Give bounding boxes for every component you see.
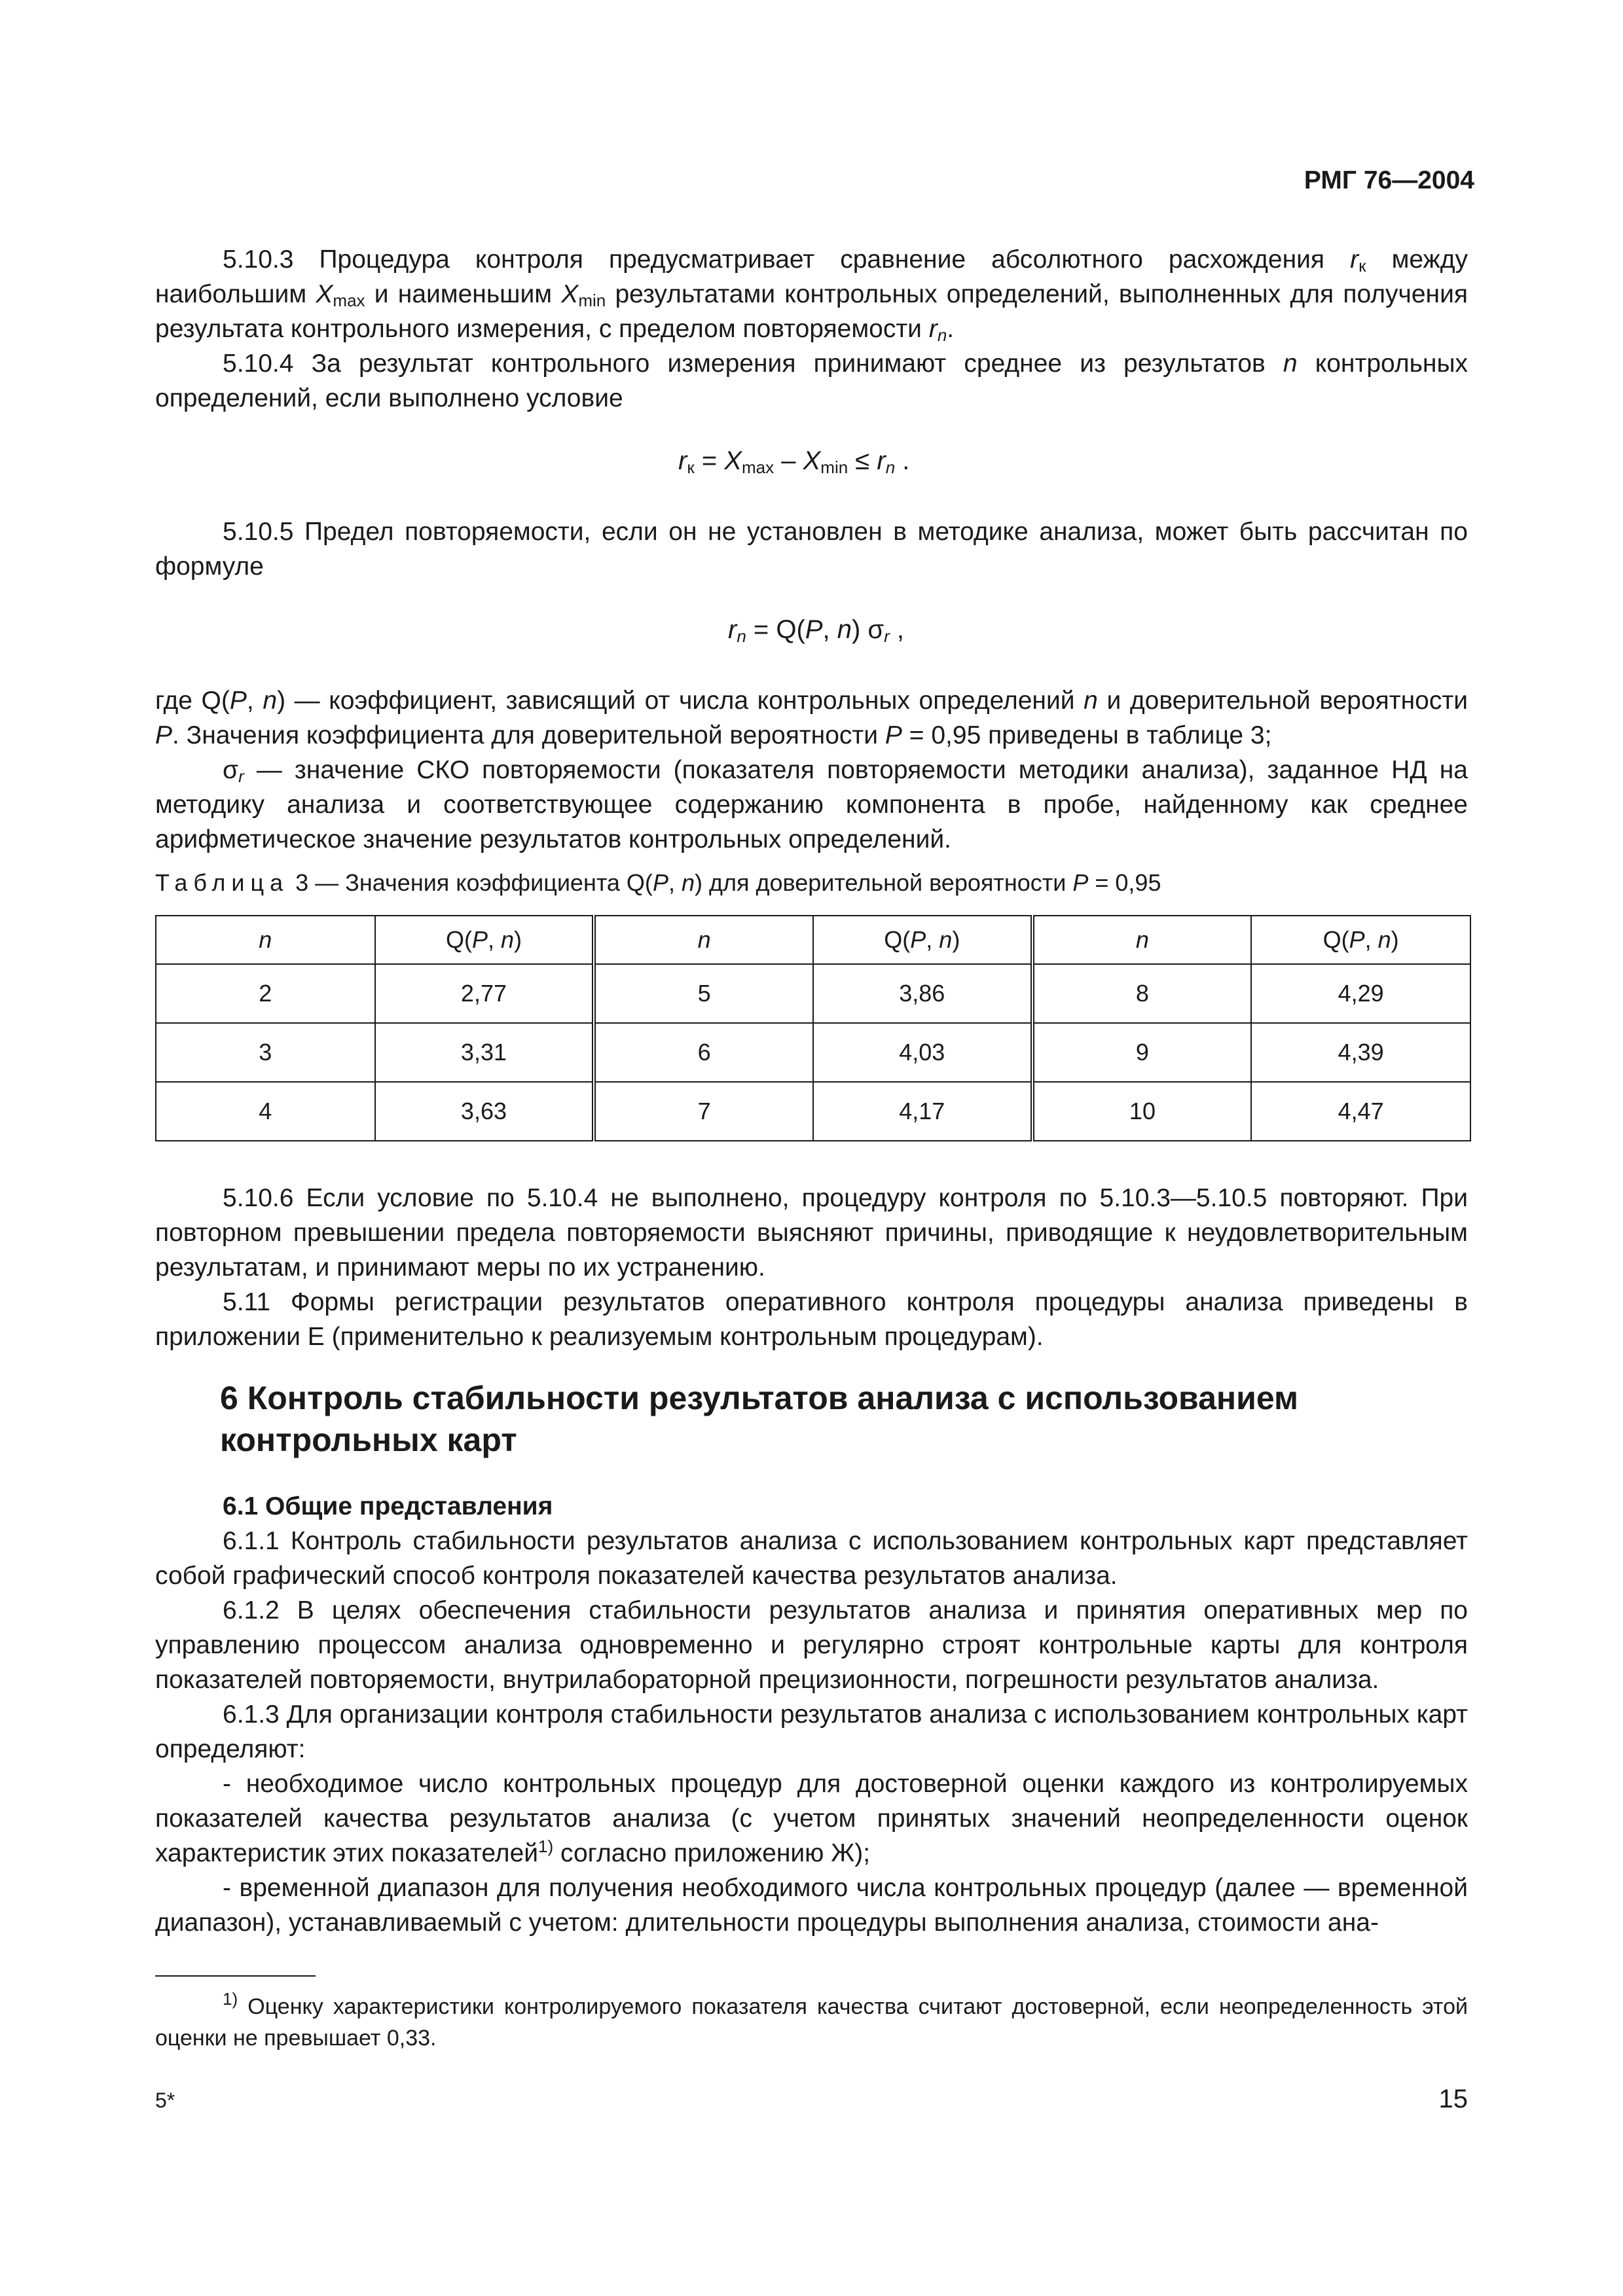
table-cell: 10 bbox=[1032, 1082, 1252, 1141]
text-run: 5.10.3 Процедура контроля предусматривает сравнение абсолютного расхождения bbox=[223, 245, 1351, 274]
f-sub: max bbox=[741, 457, 775, 477]
symbol-rn: r bbox=[928, 315, 938, 343]
table-cell: 4,39 bbox=[1251, 1023, 1470, 1082]
paragraph-sigma bbox=[155, 753, 1468, 857]
paragraph-6-1-2: 6.1.2 В целях обеспечения стабильности результатов анализа и принятия оперативных мер по управлению процессом анализа одновременно и регулярно строят контрольные карты для контроля показателей повторяемости, внутрилабораторной прецизионности, погрешности результатов анализа. bbox=[155, 1596, 1468, 1694]
table-cell: 5 bbox=[594, 964, 813, 1023]
f-sub: n bbox=[737, 626, 746, 646]
f-minus: – bbox=[774, 446, 803, 475]
symbol-xmax: X bbox=[316, 280, 333, 308]
table-cell: 4,17 bbox=[813, 1082, 1032, 1141]
f-eq: = Q( bbox=[746, 615, 805, 644]
subscript: к bbox=[1359, 256, 1366, 276]
symbol-n: n bbox=[1283, 350, 1298, 378]
caption-text: , bbox=[668, 869, 682, 896]
f-p: P bbox=[805, 615, 823, 644]
text-run: - необходимое число контрольных процедур для достоверной оценки каждого из контролируемых показателей качества результатов анализа (с учетом принятых значений неопределенности оценок характеристик этих показателей bbox=[155, 1770, 1468, 1867]
header-cell: Q(P, n) bbox=[1251, 916, 1470, 964]
symbol-n: n bbox=[263, 687, 278, 715]
text-run: 5.10.4 За результат контрольного измерения принимают среднее из результатов bbox=[223, 350, 1283, 378]
table-row bbox=[156, 1082, 1470, 1141]
list-item: - временной диапазон для получения необходимого числа контрольных процедур (далее — временной диапазон), устанавливаемый с учетом: длительности процедуры выполнения анализа, стоимости ана- bbox=[155, 1874, 1468, 1937]
table-cell: 3,31 bbox=[375, 1023, 594, 1082]
section-5-10-5 bbox=[155, 514, 1468, 584]
symbol-p: P bbox=[884, 721, 902, 749]
section-5-10-6 bbox=[155, 1181, 1468, 1354]
f-end: , bbox=[889, 615, 905, 644]
text-run: где Q( bbox=[155, 687, 230, 715]
text-run: = 0,95 приведены в таблице 3; bbox=[902, 721, 1272, 749]
header-cell: Q(P, n) bbox=[375, 916, 594, 964]
footnote-divider bbox=[155, 1975, 316, 1977]
caption-word: Таблица bbox=[155, 869, 289, 896]
f-sub: r bbox=[884, 626, 890, 646]
section-5-10-3 bbox=[155, 242, 1468, 416]
table-3-caption bbox=[155, 869, 1161, 897]
table-cell: 4,47 bbox=[1251, 1082, 1470, 1141]
symbol-rk: r bbox=[1350, 245, 1359, 274]
footnote bbox=[155, 1991, 1468, 2054]
page-number: 15 bbox=[1438, 2085, 1468, 2113]
table-cell: 7 bbox=[594, 1082, 813, 1141]
f-r: r bbox=[728, 615, 737, 644]
f-sub: к bbox=[687, 457, 695, 477]
text-run: Оценку характеристики контролируемого показателя качества считают достоверной, если неопределенность этой оценки не превышает 0,33. bbox=[155, 1994, 1468, 2051]
table-cell: 3,63 bbox=[375, 1082, 594, 1141]
table-header-row bbox=[156, 916, 1470, 964]
subsection-6-1-heading: 6.1 Общие представления bbox=[223, 1492, 553, 1520]
subscript: max bbox=[333, 291, 365, 310]
table-cell: 2,77 bbox=[375, 964, 594, 1023]
symbol-n: n bbox=[1084, 687, 1098, 715]
f-comma: , bbox=[822, 615, 837, 644]
header-cell: Q(P, n) bbox=[813, 916, 1032, 964]
footnote-text bbox=[155, 1991, 1468, 2054]
paragraph-5-11: 5.11 Формы регистрации результатов оперативного контроля процедуры анализа приведены в приложении Е (применительно к реализуемым контрольным процедурам). bbox=[155, 1288, 1468, 1351]
text-run: результатами контрольных определений, выполненных для получения результата контрольного измерения, с пределом повторяемости bbox=[155, 280, 1468, 343]
paragraph-5-10-5: 5.10.5 Предел повторяемости, если он не установлен в методике анализа, может быть рассчитан по формуле bbox=[155, 518, 1468, 581]
f-end: . bbox=[895, 446, 910, 475]
text-run: . bbox=[947, 315, 955, 343]
text-run: — значение СКО повторяемости (показателя повторяемости методики анализа), заданное НД на методику анализа и соответствующее содержанию компонента в пробе, найденному как среднее арифметическое значение результатов контрольных определений. bbox=[155, 756, 1468, 853]
header-cell: n bbox=[594, 916, 813, 964]
table-row bbox=[156, 1023, 1470, 1082]
list-item bbox=[155, 1767, 1468, 1871]
header-cell: n bbox=[1032, 916, 1252, 964]
caption-text: ) для доверительной вероятности bbox=[695, 869, 1073, 896]
table-cell: 3 bbox=[156, 1023, 375, 1082]
symbol-sigma: σ bbox=[223, 756, 239, 784]
text-run: , bbox=[246, 687, 263, 715]
f-sub: n bbox=[885, 457, 896, 477]
table-cell: 3,86 bbox=[813, 964, 1032, 1023]
sheet-signature: 5* bbox=[155, 2089, 175, 2112]
table-cell: 4,29 bbox=[1251, 964, 1470, 1023]
symbol-p: P bbox=[229, 687, 247, 715]
text-run: между наибольшим bbox=[155, 245, 1468, 308]
text-run: . Значения коэффициента для доверительной вероятности bbox=[172, 721, 885, 749]
table-cell: 2 bbox=[156, 964, 375, 1023]
caption-text: 3 — Значения коэффициента Q( bbox=[289, 869, 653, 896]
table-3 bbox=[155, 915, 1471, 1141]
symbol-p: P bbox=[155, 721, 173, 749]
formula-repeatability-condition bbox=[678, 446, 909, 476]
f-r: r bbox=[678, 446, 687, 475]
header-cell: n bbox=[156, 916, 375, 964]
text-run: контрольных определений, если выполнено условие bbox=[155, 350, 1468, 412]
f-x: X bbox=[803, 446, 821, 475]
caption-text: = 0,95 bbox=[1088, 869, 1161, 896]
paragraph-where bbox=[155, 683, 1468, 753]
f-close: ) σ bbox=[852, 615, 884, 644]
caption-symbol: P bbox=[652, 869, 668, 896]
paragraph-6-1-3: 6.1.3 Для организации контроля стабильности результатов анализа с использованием контрольных карт определяют: bbox=[155, 1700, 1468, 1763]
symbol-xmin: X bbox=[561, 280, 579, 308]
f-n: n bbox=[837, 615, 852, 644]
caption-symbol: P bbox=[1072, 869, 1089, 896]
table-row bbox=[156, 964, 1470, 1023]
table-cell: 8 bbox=[1032, 964, 1252, 1023]
formula-repeatability-limit bbox=[728, 615, 904, 645]
f-r: r bbox=[877, 446, 886, 475]
section-6-heading: 6 Контроль стабильности результатов анализа с использованием контрольных карт bbox=[220, 1380, 1298, 1458]
text-run: согласно приложению Ж); bbox=[553, 1839, 871, 1867]
table-cell: 9 bbox=[1032, 1023, 1252, 1082]
text-run: и доверительной вероятности bbox=[1097, 687, 1468, 715]
paragraph-5-10-6: 5.10.6 Если условие по 5.10.4 не выполнено, процедуру контроля по 5.10.3—5.10.5 повторяют. При повторном превышении предела повторяемости выясняют причины, приводящие к неудовлетворительным результатам, и принимают меры по их устранению. bbox=[155, 1184, 1468, 1282]
table-cell: 6 bbox=[594, 1023, 813, 1082]
section-6-1 bbox=[155, 1489, 1468, 1940]
footnote-ref: 1) bbox=[538, 1837, 554, 1856]
paragraph-6-1-1: 6.1.1 Контроль стабильности результатов анализа с использованием контрольных карт представляет собой графический способ контроля показателей качества результатов анализа. bbox=[155, 1527, 1468, 1590]
f-sub: min bbox=[820, 457, 848, 477]
f-le: ≤ bbox=[848, 446, 877, 475]
document-id-header: РМГ 76—2004 bbox=[1304, 166, 1474, 194]
subscript: min bbox=[578, 291, 606, 310]
subscript: r bbox=[238, 766, 244, 786]
subscript: n bbox=[937, 325, 947, 345]
paragraph-5-10-4 bbox=[155, 346, 1468, 416]
f-eq: = bbox=[694, 446, 725, 475]
f-x: X bbox=[724, 446, 742, 475]
footnote-mark: 1) bbox=[223, 1989, 238, 2009]
text-run: ) — коэффициент, зависящий от числа контрольных определений bbox=[277, 687, 1084, 715]
text-run: и наименьшим bbox=[365, 280, 562, 308]
table-cell: 4 bbox=[156, 1082, 375, 1141]
section-definitions bbox=[155, 683, 1468, 857]
table-cell: 4,03 bbox=[813, 1023, 1032, 1082]
caption-symbol: n bbox=[681, 869, 695, 896]
paragraph-5-10-3 bbox=[155, 242, 1468, 346]
